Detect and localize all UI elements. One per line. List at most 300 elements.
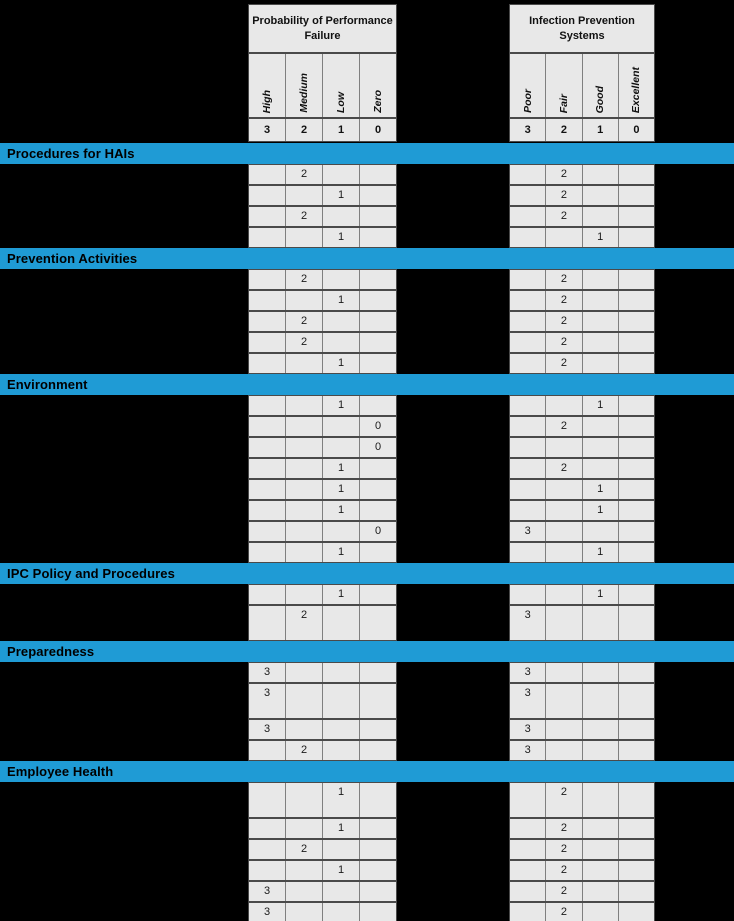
ips-cell (619, 396, 654, 415)
prob-cell (249, 585, 285, 604)
prob-cell (323, 333, 359, 352)
prob-cell (360, 606, 396, 640)
prob-cell (360, 312, 396, 331)
ips-cell: 3 (510, 606, 545, 640)
ips-cell (510, 270, 545, 289)
ips-row-grid (509, 395, 655, 416)
ips-cell (583, 663, 618, 682)
ips-row-grid (509, 584, 655, 605)
prob-cell (360, 459, 396, 478)
column-label-low: Low (323, 54, 359, 117)
prob-cell (249, 228, 285, 247)
prob-cell: 1 (323, 354, 359, 373)
ips-cell (619, 417, 654, 436)
prob-cell (286, 819, 322, 838)
table-row (0, 458, 734, 479)
prob-cell (323, 684, 359, 718)
ips-row-grid (509, 662, 655, 683)
score-zero: 0 (360, 119, 396, 141)
ips-cell (619, 585, 654, 604)
ips-cell: 2 (546, 354, 581, 373)
prob-cell (323, 417, 359, 436)
prob-cell (360, 840, 396, 859)
ips-cell (583, 861, 618, 880)
prob-cell (360, 543, 396, 562)
table-row (0, 860, 734, 881)
ips-row-grid (509, 719, 655, 740)
prob-row-grid (248, 839, 397, 860)
prob-cell (360, 720, 396, 739)
prob-row-grid (248, 479, 397, 500)
ips-cell (583, 741, 618, 760)
prob-cell (360, 165, 396, 184)
ips-cell: 2 (546, 165, 581, 184)
prob-row-grid (248, 185, 397, 206)
prob-cell (360, 684, 396, 718)
ips-cell (619, 840, 654, 859)
ips-cell (510, 543, 545, 562)
ips-cell (546, 543, 581, 562)
ips-cell: 1 (583, 480, 618, 499)
prob-row-grid (248, 332, 397, 353)
ips-cell: 2 (546, 291, 581, 310)
prob-cell (360, 207, 396, 226)
table-row (0, 395, 734, 416)
prob-cell (360, 663, 396, 682)
ips-cell (583, 165, 618, 184)
ips-cell: 2 (546, 270, 581, 289)
ips-cell (583, 207, 618, 226)
prob-cell (286, 861, 322, 880)
score-medium: 2 (286, 119, 322, 141)
prob-cell (323, 840, 359, 859)
prob-cell: 3 (249, 882, 285, 901)
ips-cell (619, 819, 654, 838)
ips-cell: 3 (510, 720, 545, 739)
ips-cell (546, 438, 581, 457)
ips-cell (619, 741, 654, 760)
table-row (0, 881, 734, 902)
prob-cell (286, 585, 322, 604)
section-header-label: Prevention Activities (7, 251, 138, 266)
ips-cell: 2 (546, 459, 581, 478)
prob-cell (360, 783, 396, 817)
ips-cell (510, 585, 545, 604)
prob-cell (323, 663, 359, 682)
ips-row-grid (509, 290, 655, 311)
section-header-bar (0, 641, 734, 662)
prob-cell (323, 165, 359, 184)
ips-cell: 1 (583, 585, 618, 604)
prob-cell: 1 (323, 480, 359, 499)
ips-cell (583, 882, 618, 901)
prob-row-grid (248, 290, 397, 311)
ips-cell (583, 186, 618, 205)
table-header (0, 4, 734, 142)
probability-column-labels (248, 53, 397, 118)
ips-cell (619, 522, 654, 541)
ips-cell (619, 882, 654, 901)
ips-cell (619, 333, 654, 352)
prob-cell (360, 882, 396, 901)
ips-cell (583, 720, 618, 739)
prob-row-grid (248, 662, 397, 683)
section-header-bar (0, 563, 734, 584)
ips-cell: 1 (583, 543, 618, 562)
prob-cell: 1 (323, 396, 359, 415)
table-row (0, 479, 734, 500)
prob-cell (286, 501, 322, 520)
ips-row-grid (509, 269, 655, 290)
table-row (0, 542, 734, 563)
prob-row-grid (248, 206, 397, 227)
ips-cell (583, 333, 618, 352)
prob-cell (360, 480, 396, 499)
ips-row-grid (509, 458, 655, 479)
prob-cell (286, 783, 322, 817)
ips-cell (546, 684, 581, 718)
section-header-label: Preparedness (7, 644, 95, 659)
prob-cell: 2 (286, 312, 322, 331)
prob-cell (323, 522, 359, 541)
prob-cell: 2 (286, 606, 322, 640)
ips-cell (583, 312, 618, 331)
table-row (0, 311, 734, 332)
ips-cell: 2 (546, 207, 581, 226)
ips-cell: 1 (583, 501, 618, 520)
ips-cell (583, 819, 618, 838)
prob-cell: 1 (323, 291, 359, 310)
prob-cell (323, 903, 359, 921)
section-header-bar (0, 374, 734, 395)
table-row (0, 683, 734, 719)
prob-cell (360, 186, 396, 205)
ips-cell (510, 165, 545, 184)
section-header-label: Environment (7, 377, 88, 392)
ips-cell (619, 459, 654, 478)
ips-cell (583, 684, 618, 718)
prob-cell: 3 (249, 663, 285, 682)
prob-cell (249, 417, 285, 436)
prob-row-grid (248, 740, 397, 761)
ips-column-scores (509, 118, 655, 142)
ips-cell: 3 (510, 684, 545, 718)
ips-cell (619, 354, 654, 373)
probability-header-group (248, 4, 397, 142)
prob-row-grid (248, 584, 397, 605)
prob-cell: 1 (323, 861, 359, 880)
ips-cell (510, 354, 545, 373)
prob-row-grid (248, 860, 397, 881)
prob-row-grid (248, 311, 397, 332)
prob-row-grid (248, 437, 397, 458)
ips-cell (583, 903, 618, 921)
ips-cell (510, 228, 545, 247)
ips-cell (619, 501, 654, 520)
prob-cell: 0 (360, 417, 396, 436)
ips-cell (510, 396, 545, 415)
score-excellent: 0 (619, 119, 654, 141)
ips-cell (546, 480, 581, 499)
ips-cell: 2 (546, 333, 581, 352)
ips-cell: 1 (583, 228, 618, 247)
ips-row-grid (509, 740, 655, 761)
ips-cell: 3 (510, 741, 545, 760)
score-good: 1 (583, 119, 618, 141)
ips-row-grid (509, 881, 655, 902)
prob-row-grid (248, 269, 397, 290)
prob-cell (286, 663, 322, 682)
ips-cell: 2 (546, 417, 581, 436)
prob-row-grid (248, 818, 397, 839)
table-row (0, 185, 734, 206)
prob-cell: 1 (323, 585, 359, 604)
ips-cell: 2 (546, 903, 581, 921)
prob-cell (323, 720, 359, 739)
score-low: 1 (323, 119, 359, 141)
ips-row-grid (509, 818, 655, 839)
prob-cell: 3 (249, 684, 285, 718)
prob-cell (249, 354, 285, 373)
prob-cell (323, 270, 359, 289)
prob-cell (249, 270, 285, 289)
prob-cell (286, 543, 322, 562)
column-label-poor: Poor (510, 54, 545, 117)
prob-cell: 2 (286, 741, 322, 760)
ips-cell (619, 663, 654, 682)
prob-cell (360, 270, 396, 289)
prob-cell (286, 720, 322, 739)
table-row (0, 818, 734, 839)
prob-cell: 2 (286, 207, 322, 226)
table-row (0, 719, 734, 740)
table-row (0, 269, 734, 290)
ips-cell (619, 903, 654, 921)
ips-cell (619, 543, 654, 562)
table-row (0, 206, 734, 227)
prob-row-grid (248, 881, 397, 902)
prob-cell (249, 459, 285, 478)
score-fair: 2 (546, 119, 581, 141)
prob-cell (249, 396, 285, 415)
prob-cell (360, 819, 396, 838)
ips-cell (510, 840, 545, 859)
prob-cell (286, 480, 322, 499)
ips-cell (583, 354, 618, 373)
table-row (0, 782, 734, 818)
prob-cell: 2 (286, 270, 322, 289)
ips-cell (510, 783, 545, 817)
prob-cell: 1 (323, 783, 359, 817)
prob-row-grid (248, 458, 397, 479)
ips-cell (510, 207, 545, 226)
ips-cell (510, 480, 545, 499)
sections (0, 143, 734, 921)
ips-cell (546, 663, 581, 682)
ips-cell (619, 270, 654, 289)
prob-cell (286, 438, 322, 457)
ips-cell (619, 207, 654, 226)
ips-cell (583, 291, 618, 310)
ips-cell (619, 186, 654, 205)
ips-row-grid (509, 605, 655, 641)
prob-cell (323, 741, 359, 760)
prob-cell (286, 684, 322, 718)
ips-cell (583, 438, 618, 457)
prob-cell: 3 (249, 720, 285, 739)
ips-cell (510, 438, 545, 457)
prob-cell: 1 (323, 186, 359, 205)
prob-cell: 1 (323, 228, 359, 247)
prob-cell (360, 396, 396, 415)
ips-column-labels (509, 53, 655, 118)
prob-row-grid (248, 719, 397, 740)
ips-row-grid (509, 227, 655, 248)
prob-cell (286, 291, 322, 310)
ips-cell: 2 (546, 819, 581, 838)
ips-row-grid (509, 860, 655, 881)
ips-cell (510, 819, 545, 838)
ips-cell: 2 (546, 312, 581, 331)
prob-row-grid (248, 416, 397, 437)
prob-cell: 1 (323, 819, 359, 838)
ips-header-title: Infection Prevention Systems (509, 4, 655, 53)
ips-cell (510, 903, 545, 921)
probability-column-scores (248, 118, 397, 142)
ips-header-group (509, 4, 655, 142)
prob-cell (323, 312, 359, 331)
ips-row-grid (509, 185, 655, 206)
prob-cell (249, 819, 285, 838)
prob-cell: 3 (249, 903, 285, 921)
ips-cell (546, 606, 581, 640)
ips-row-grid (509, 839, 655, 860)
prob-cell: 2 (286, 165, 322, 184)
ips-row-grid (509, 782, 655, 818)
prob-cell (360, 861, 396, 880)
prob-cell (286, 228, 322, 247)
prob-cell (249, 543, 285, 562)
prob-cell (360, 585, 396, 604)
prob-cell: 1 (323, 501, 359, 520)
ips-cell: 3 (510, 663, 545, 682)
section-header-label: Employee Health (7, 764, 114, 779)
ips-cell (583, 459, 618, 478)
prob-cell (360, 291, 396, 310)
prob-cell (249, 165, 285, 184)
prob-cell (249, 186, 285, 205)
ips-cell (619, 291, 654, 310)
ips-row-grid (509, 332, 655, 353)
prob-row-grid (248, 683, 397, 719)
prob-cell (323, 207, 359, 226)
table-row (0, 500, 734, 521)
ips-row-grid (509, 542, 655, 563)
prob-cell (286, 186, 322, 205)
prob-cell (286, 459, 322, 478)
table-row (0, 416, 734, 437)
score-high: 3 (249, 119, 285, 141)
ips-cell (619, 720, 654, 739)
ips-cell (619, 861, 654, 880)
ips-cell (510, 291, 545, 310)
ips-cell (510, 186, 545, 205)
prob-cell (360, 228, 396, 247)
probability-header-title: Probability of Performance Failure (248, 4, 397, 53)
ips-cell (619, 228, 654, 247)
prob-cell (249, 291, 285, 310)
prob-cell (286, 417, 322, 436)
prob-cell (360, 741, 396, 760)
prob-cell (286, 903, 322, 921)
ips-cell (546, 741, 581, 760)
prob-row-grid (248, 227, 397, 248)
ips-row-grid (509, 479, 655, 500)
ips-cell (619, 783, 654, 817)
ips-cell (583, 840, 618, 859)
ips-cell (510, 417, 545, 436)
ips-cell (546, 396, 581, 415)
prob-row-grid (248, 902, 397, 921)
section-header-bar (0, 248, 734, 269)
prob-cell (249, 606, 285, 640)
prob-row-grid (248, 395, 397, 416)
prob-row-grid (248, 542, 397, 563)
table-row (0, 839, 734, 860)
table-row (0, 662, 734, 683)
ips-row-grid (509, 416, 655, 437)
ips-cell (619, 438, 654, 457)
prob-cell: 1 (323, 543, 359, 562)
prob-row-grid (248, 353, 397, 374)
prob-cell (323, 606, 359, 640)
ips-cell (546, 720, 581, 739)
ips-cell: 1 (583, 396, 618, 415)
prob-cell: 0 (360, 438, 396, 457)
table-row (0, 164, 734, 185)
ips-row-grid (509, 164, 655, 185)
table-row (0, 521, 734, 542)
ips-cell (619, 165, 654, 184)
prob-cell (286, 522, 322, 541)
prob-cell (249, 312, 285, 331)
prob-cell (286, 396, 322, 415)
ips-cell (583, 270, 618, 289)
ips-cell: 2 (546, 840, 581, 859)
prob-cell (249, 840, 285, 859)
ips-row-grid (509, 902, 655, 921)
section-header-bar (0, 143, 734, 164)
prob-row-grid (248, 782, 397, 818)
ips-cell (583, 417, 618, 436)
ips-cell (619, 480, 654, 499)
prob-cell: 2 (286, 840, 322, 859)
ips-cell (583, 783, 618, 817)
prob-cell (360, 354, 396, 373)
column-label-high: High (249, 54, 285, 117)
table-row (0, 902, 734, 921)
prob-cell (249, 501, 285, 520)
ips-cell: 3 (510, 522, 545, 541)
prob-cell: 1 (323, 459, 359, 478)
ips-row-grid (509, 206, 655, 227)
prob-cell (249, 207, 285, 226)
prob-cell (323, 882, 359, 901)
prob-cell (360, 501, 396, 520)
ips-cell (510, 312, 545, 331)
ips-cell (510, 501, 545, 520)
column-label-excellent: Excellent (619, 54, 654, 117)
